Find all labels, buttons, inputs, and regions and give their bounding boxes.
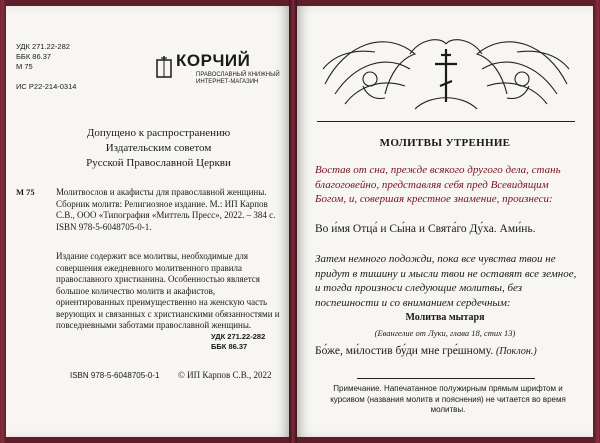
prayer-text: Во и́мя Отца́ и Сы́на и Свята́го Ду́ха. Ами́нь. xyxy=(315,223,536,235)
bottom-udk-code: УДК 271.22-282 xyxy=(211,332,266,341)
prayer-title: Молитва мытаря xyxy=(405,312,485,323)
prayer-rubric: (Поклон.) xyxy=(495,346,537,357)
section-title: МОЛИТВЫ УТРЕННИЕ xyxy=(379,137,511,149)
approval-line: Допущено к распространению xyxy=(86,127,231,139)
author-code: М 75 xyxy=(16,62,33,71)
bibliographic-entry xyxy=(56,187,286,233)
right-page xyxy=(297,6,593,437)
left-page xyxy=(6,6,289,437)
copyright: © ИП Карпов С.В., 2022 xyxy=(178,370,272,380)
book-description: Издание содержит все молитвы, необходимые для совершения ежедневного молитвенного правила православного христианина. Особенностью является большое количество молитв и акафистов, ориентированных преимущественно на женскую часть верующих и связанных с христианскими обязанностями и повседневными заботами православной женщины. xyxy=(56,251,280,330)
bottom-catalog xyxy=(211,332,265,352)
catalog-block xyxy=(16,42,76,92)
rubric-instruction: Затем немного подожди, пока все чувства твои не придут в тишину и мысли твои не оставят все земное, и тогда произноси следующие молитвы, без поспешности и со вниманием сердечным: xyxy=(315,253,577,309)
approval-line: Русской Православной Церкви xyxy=(86,157,231,169)
bottom-bbk-code: ББК 86.37 xyxy=(211,342,248,351)
approval-code: ИС Р22-214-0314 xyxy=(16,82,77,91)
prayer-line: Бо́же, ми́лостив бу́ди мне гре́шному. xyxy=(315,345,494,357)
footnote: Примечание. Напечатанное полужирным прямым шрифтом и курсивом (названия молитв и пояснения) не читается во время молитвы. xyxy=(330,384,566,414)
header-ornament-icon xyxy=(315,24,577,119)
isbn-footer: ISBN 978-5-6048705-0-1 xyxy=(70,371,160,380)
book-gutter xyxy=(289,0,297,443)
approval-statement xyxy=(46,126,271,171)
rubric-instruction: Востав от сна, прежде всякого другого дела, стань благоговейно, представляя себя пред Всевидящим Богом, и, совершая крестное знамение, произнеси: xyxy=(315,164,561,205)
entry-text: Молитвослов и акафисты для православной женщины. Сборник молитв: Религиозное издание. М.: ИП Карпов С.В., ООО «Типография «Миттель Пресс», 2022. – 384 с. xyxy=(56,187,276,220)
divider xyxy=(317,121,575,122)
scripture-source: (Евангелие от Луки, глава 18, стих 13) xyxy=(374,328,516,338)
entry-isbn: ISBN 978-5-6048705-0-1. xyxy=(56,221,152,232)
publisher-logo-tagline: ПРАВОСЛАВНЫЙ КНИЖНЫЙ ИНТЕРНЕТ-МАГАЗИН xyxy=(196,72,280,85)
prayer-text xyxy=(315,344,577,359)
bbk-code: ББК 86.37 xyxy=(16,52,52,61)
book-logo-icon xyxy=(156,56,172,78)
udk-code: УДК 271.22-282 xyxy=(16,42,70,51)
divider xyxy=(357,378,535,379)
publisher-logo-name: КОРЧИЙ xyxy=(176,51,251,70)
entry-code: М 75 xyxy=(16,187,35,197)
approval-line: Издательским советом xyxy=(105,142,212,154)
